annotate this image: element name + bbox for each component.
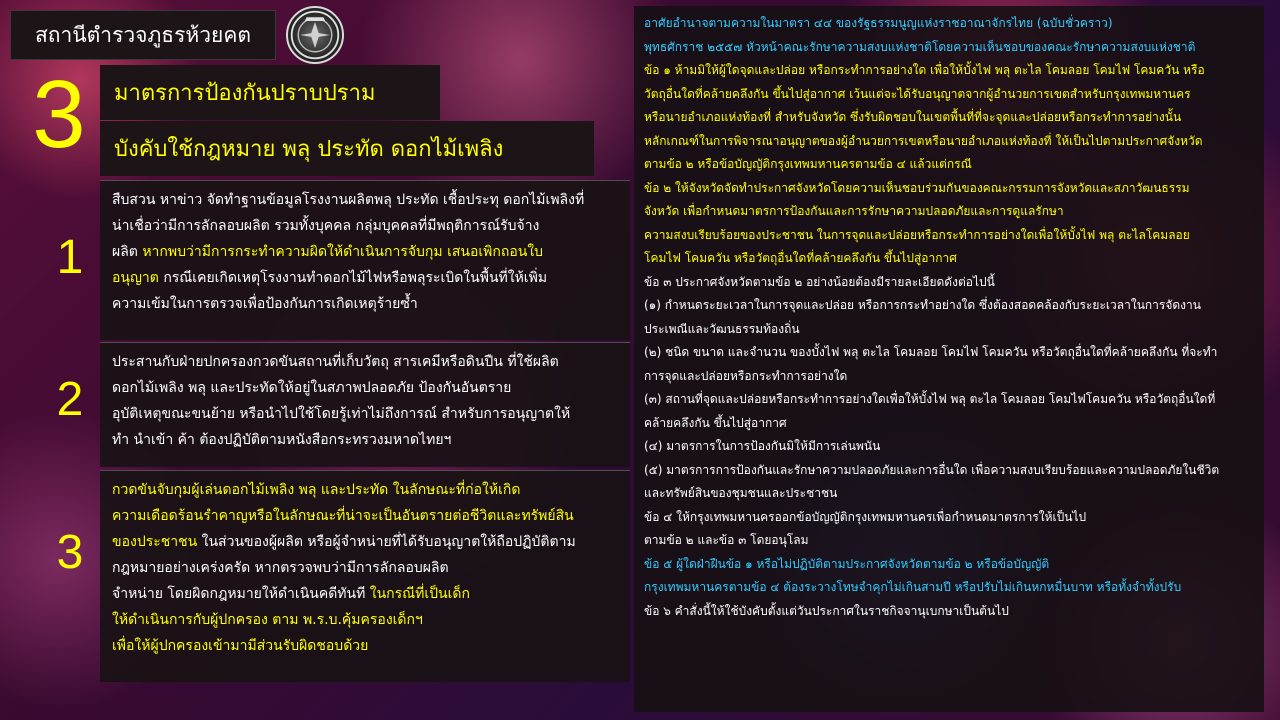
line-segment: ผลิต bbox=[112, 244, 143, 260]
legal-text-line bbox=[644, 435, 1254, 459]
measure-number-3: 3 bbox=[56, 526, 84, 579]
legal-text-line bbox=[644, 36, 1254, 60]
legal-text-line bbox=[644, 365, 1254, 389]
measure-line bbox=[112, 187, 620, 213]
legal-text-line bbox=[644, 83, 1254, 107]
legal-text-segment: จังหวัด เพื่อกำหนดมาตรการป้องกันและการรักษาความปลอดภัยและการดูแลรักษา bbox=[644, 204, 1064, 218]
line-segment: ทำ นำเข้า ค้า ต้องปฏิบัติตามหนังสือกระทรวงมหาดไทยฯ bbox=[112, 432, 452, 448]
line-segment: ประสานกับฝ่ายปกครองกวดขันสถานที่เก็บวัตถุ สารเคมีหรือดินปืน ที่ใช้ผลิต bbox=[112, 354, 559, 370]
legal-text-line bbox=[644, 12, 1254, 36]
legal-text-line bbox=[644, 177, 1254, 201]
line-segment: น่าเชื่อว่ามีการลักลอบผลิต รวมทั้งบุคคล กลุ่มบุคคลที่มีพฤติการณ์รับจ้าง bbox=[112, 218, 540, 234]
measure-box-2 bbox=[100, 342, 630, 467]
legal-text-line bbox=[644, 529, 1254, 553]
legal-text-line bbox=[644, 576, 1254, 600]
line-segment: กวดขันจับกุมผู้เล่นดอกไม้เพลิง พลุ และประทัด ในลักษณะที่ก่อให้เกิด bbox=[112, 482, 521, 498]
legal-text-segment: ข้อ ๕ ผู้ใดฝ่าฝืนข้อ ๑ หรือไม่ปฏิบัติตามประกาศจังหวัดตามข้อ ๒ หรือข้อบัญญัติ bbox=[644, 556, 1050, 571]
measure-line bbox=[112, 427, 620, 453]
section-number: 3 bbox=[32, 61, 86, 168]
legal-text-line bbox=[644, 482, 1254, 506]
station-name-text: สถานีตำรวจภูธรห้วยคต bbox=[34, 22, 252, 47]
line-segment: จำหน่าย โดยผิดกฎหมายให้ดำเนินคดีทันที bbox=[112, 586, 370, 602]
line-segment: ในส่วนของผู้ผลิต หรือผู้จำหน่ายที่ได้รับอนุญาตให้ถือปฏิบัติตาม bbox=[201, 534, 576, 550]
legal-text-segment: กรุงเทพมหานครตามข้อ ๔ ต้องระวางโทษจำคุกไม่เกินสามปี หรือปรับไม่เกินหกหมื่นบาท หรือทั้งจำทั้งปรับ bbox=[644, 580, 1182, 594]
legal-text-line bbox=[644, 388, 1254, 412]
legal-text-line bbox=[644, 130, 1254, 154]
legal-text-segment: (๓) สถานที่จุดและปล่อยหรือกระทำการอย่างใดเพื่อให้บั้งไฟ พลุ ตะไล โคมลอย โคมไฟโคมควัน หรือวัตถุอื่นใดที่ bbox=[644, 392, 1216, 406]
measure-line bbox=[112, 401, 620, 427]
legal-text-line bbox=[644, 553, 1254, 577]
legal-text-line bbox=[644, 600, 1254, 624]
legal-text-segment: (๒) ชนิด ขนาด และจำนวน ของบั้งไฟ พลุ ตะไล โคมลอย โคมไฟ โคมควัน หรือวัตถุอื่นใดที่คล้ายคลึงกัน ที่จะทำ bbox=[644, 345, 1218, 359]
line-segment: หากพบว่ามีการกระทำความผิดให้ดำเนินการจับกุม เสนอเพิกถอนใบ bbox=[142, 244, 544, 260]
legal-text-line bbox=[644, 459, 1254, 483]
legal-text-segment: ข้อ ๖ คำสั่งนี้ให้ใช้บังคับตั้งแต่วันประกาศในราชกิจจานุเบกษาเป็นต้นไป bbox=[644, 603, 1009, 618]
legal-text-segment: ข้อ ๓ ประกาศจังหวัดตามข้อ ๒ อย่างน้อยต้องมีรายละเอียดดังต่อไปนี้ bbox=[644, 274, 995, 289]
line-segment: ดอกไม้เพลิง พลุ และประทัดให้อยู่ในสภาพปลอดภัย ป้องกันอันตราย bbox=[112, 380, 512, 396]
legal-text-line bbox=[644, 247, 1254, 271]
legal-text-segment: ความสงบเรียบร้อยของประชาชน ในการจุดและปล่อยหรือกระทำการอย่างใดเพื่อให้บั้งไฟ พลุ ตะไลโคมลอย bbox=[644, 227, 1190, 242]
legal-text-segment: ข้อ ๔ ให้กรุงเทพมหานครออกข้อบัญญัติกรุงเทพมหานครเพื่อกำหนดมาตรการให้เป็นไป bbox=[644, 509, 1087, 524]
legal-text-line bbox=[644, 506, 1254, 530]
police-seal-icon bbox=[286, 6, 344, 64]
measure-line bbox=[112, 607, 620, 633]
measure-number-1: 1 bbox=[56, 231, 84, 284]
legal-text-segment: ข้อ ๒ ให้จังหวัดจัดทำประกาศจังหวัดโดยความเห็นชอบร่วมกันของคณะกรรมการจังหวัดและสภาวัฒนธรรม bbox=[644, 180, 1190, 195]
measure-box-1 bbox=[100, 180, 630, 340]
measure-line bbox=[112, 265, 620, 291]
measure-line bbox=[112, 633, 620, 659]
legal-text-segment: ตามข้อ ๒ และข้อ ๓ โดยอนุโลม bbox=[644, 533, 809, 547]
line-segment: อนุญาต bbox=[112, 270, 164, 286]
measure-line bbox=[112, 503, 620, 529]
legal-text-panel bbox=[634, 6, 1264, 712]
measure-line bbox=[112, 555, 620, 581]
legal-text-segment: ประเพณีและวัฒนธรรมท้องถิ่น bbox=[644, 321, 800, 336]
legal-text-segment: วัตถุอื่นใดที่คล้ายคลึงกัน ขึ้นไปสู่อากาศ เว้นแต่จะได้รับอนุญาตจากผู้อำนวยการเขตสำหรับกรุงเทพมหานคร bbox=[644, 86, 1191, 101]
line-segment: ในกรณีที่เป็นเด็ก bbox=[369, 586, 470, 602]
measure-number-2: 2 bbox=[56, 373, 84, 426]
legal-text-line bbox=[644, 200, 1254, 224]
measure-line bbox=[112, 477, 620, 503]
measure-line bbox=[112, 529, 620, 555]
legal-text-line bbox=[644, 59, 1254, 83]
legal-text-line bbox=[644, 224, 1254, 248]
legal-text-line bbox=[644, 318, 1254, 342]
line-segment: กฎหมายอย่างเคร่งครัด หากตรวจพบว่ามีการลักลอบผลิต bbox=[112, 560, 449, 576]
legal-text-segment: (๔) มาตรการในการป้องกันมิให้มีการเล่นพนัน bbox=[644, 439, 881, 453]
measure-line bbox=[112, 581, 620, 607]
legal-text-line bbox=[644, 341, 1254, 365]
legal-text-segment: หลักเกณฑ์ในการพิจารณาอนุญาตของผู้อำนวยการเขตหรือนายอำเภอแห่งท้องที่ ให้เป็นไปตามประกาศจังหวัด bbox=[644, 133, 1203, 148]
line-segment: เพื่อให้ผู้ปกครองเข้ามามีส่วนรับผิดชอบด้วย bbox=[112, 638, 369, 654]
legal-text-line bbox=[644, 271, 1254, 295]
line-segment: ความเข้มในการตรวจเพื่อป้องกันการเกิดเหตุร้ายซ้ำ bbox=[112, 296, 418, 312]
legal-text-line bbox=[644, 153, 1254, 177]
legal-text-segment: และทรัพย์สินของชุมชนและประชาชน bbox=[644, 486, 838, 500]
legal-text-segment: ตามข้อ ๒ หรือข้อบัญญัติกรุงเทพมหานครตามข้อ ๔ แล้วแต่กรณี bbox=[644, 157, 972, 171]
title-line-2 bbox=[100, 121, 594, 176]
line-segment: อุบัติเหตุขณะขนย้าย หรือนำไปใช้โดยรู้เท่าไม่ถึงการณ์ สำหรับการอนุญาตให้ bbox=[112, 406, 571, 422]
measure-box-3 bbox=[100, 470, 630, 682]
measure-line bbox=[112, 213, 620, 239]
title-line-1-text: มาตรการป้องกันปราบปราม bbox=[114, 81, 376, 106]
line-segment: สืบสวน หาข่าว จัดทำฐานข้อมูลโรงงานผลิตพลุ ประทัด เชื้อประทุ ดอกไม้เพลิงที่ bbox=[112, 192, 585, 208]
legal-text-segment: อาศัยอำนาจตามความในมาตรา ๔๔ ของรัฐธรรมนูญแห่งราชอาณาจักรไทย (ฉบับชั่วคราว) bbox=[644, 16, 1113, 30]
legal-text-line bbox=[644, 106, 1254, 130]
legal-text-segment: ข้อ ๑ ห้ามมิให้ผู้ใดจุดและปล่อย หรือกระทำการอย่างใด เพื่อให้บั้งไฟ พลุ ตะไล โคมลอย โคมไฟ โคมควัน หรือ bbox=[644, 63, 1205, 77]
legal-text-segment: คล้ายคลึงกัน ขึ้นไปสู่อากาศ bbox=[644, 415, 787, 430]
measure-line bbox=[112, 239, 620, 265]
measure-line bbox=[112, 291, 620, 317]
line-segment: ความเดือดร้อนรำคาญหรือในลักษณะที่น่าจะเป็นอันตรายต่อชีวิตและทรัพย์สิน bbox=[112, 508, 574, 524]
legal-text-segment: โคมไฟ โคมควัน หรือวัตถุอื่นใดที่คล้ายคลึงกัน ขึ้นไปสู่อากาศ bbox=[644, 251, 957, 265]
legal-text-segment: (๕) มาตรการการป้องกันและรักษาความปลอดภัยและการอื่นใด เพื่อความสงบเรียบร้อยและความปลอดภัยในชีวิต bbox=[644, 462, 1220, 477]
legal-text-segment: หรือนายอำเภอแห่งท้องที่ สำหรับจังหวัด ซึ่งรับผิดชอบในเขตพื้นที่ที่จะจุดและปล่อยหรือกระทำการอย่างนั้น bbox=[644, 110, 1182, 124]
line-segment: ให้ดำเนินการกับผู้ปกครอง ตาม พ.ร.บ.คุ้มครองเด็กฯ bbox=[112, 612, 423, 628]
measure-line bbox=[112, 375, 620, 401]
legal-text-segment: การจุดและปล่อยหรือกระทำการอย่างใด bbox=[644, 368, 848, 383]
legal-text-segment: พุทธศักราช ๒๕๕๗ หัวหน้าคณะรักษาความสงบแห่งชาติโดยความเห็นชอบของคณะรักษาความสงบแห่งชาติ bbox=[644, 39, 1196, 54]
legal-text-segment: (๑) กำหนดระยะเวลาในการจุดและปล่อย หรือการกระทำอย่างใด ซึ่งต้องสอดคล้องกับระยะเวลาในการจัดงาน bbox=[644, 298, 1201, 312]
title-line-1 bbox=[100, 65, 440, 120]
legal-text-line bbox=[644, 412, 1254, 436]
line-segment: กรณีเคยเกิดเหตุโรงงานทำดอกไม้ไฟหรือพลุระเบิดในพื้นที่ให้เพิ่ม bbox=[163, 270, 548, 286]
title-line-2-text: บังคับใช้กฎหมาย พลุ ประทัด ดอกไม้เพลิง bbox=[114, 137, 504, 162]
legal-text-line bbox=[644, 294, 1254, 318]
line-segment: ของประชาชน bbox=[112, 534, 202, 550]
measure-line bbox=[112, 349, 620, 375]
station-name-label bbox=[10, 10, 276, 60]
